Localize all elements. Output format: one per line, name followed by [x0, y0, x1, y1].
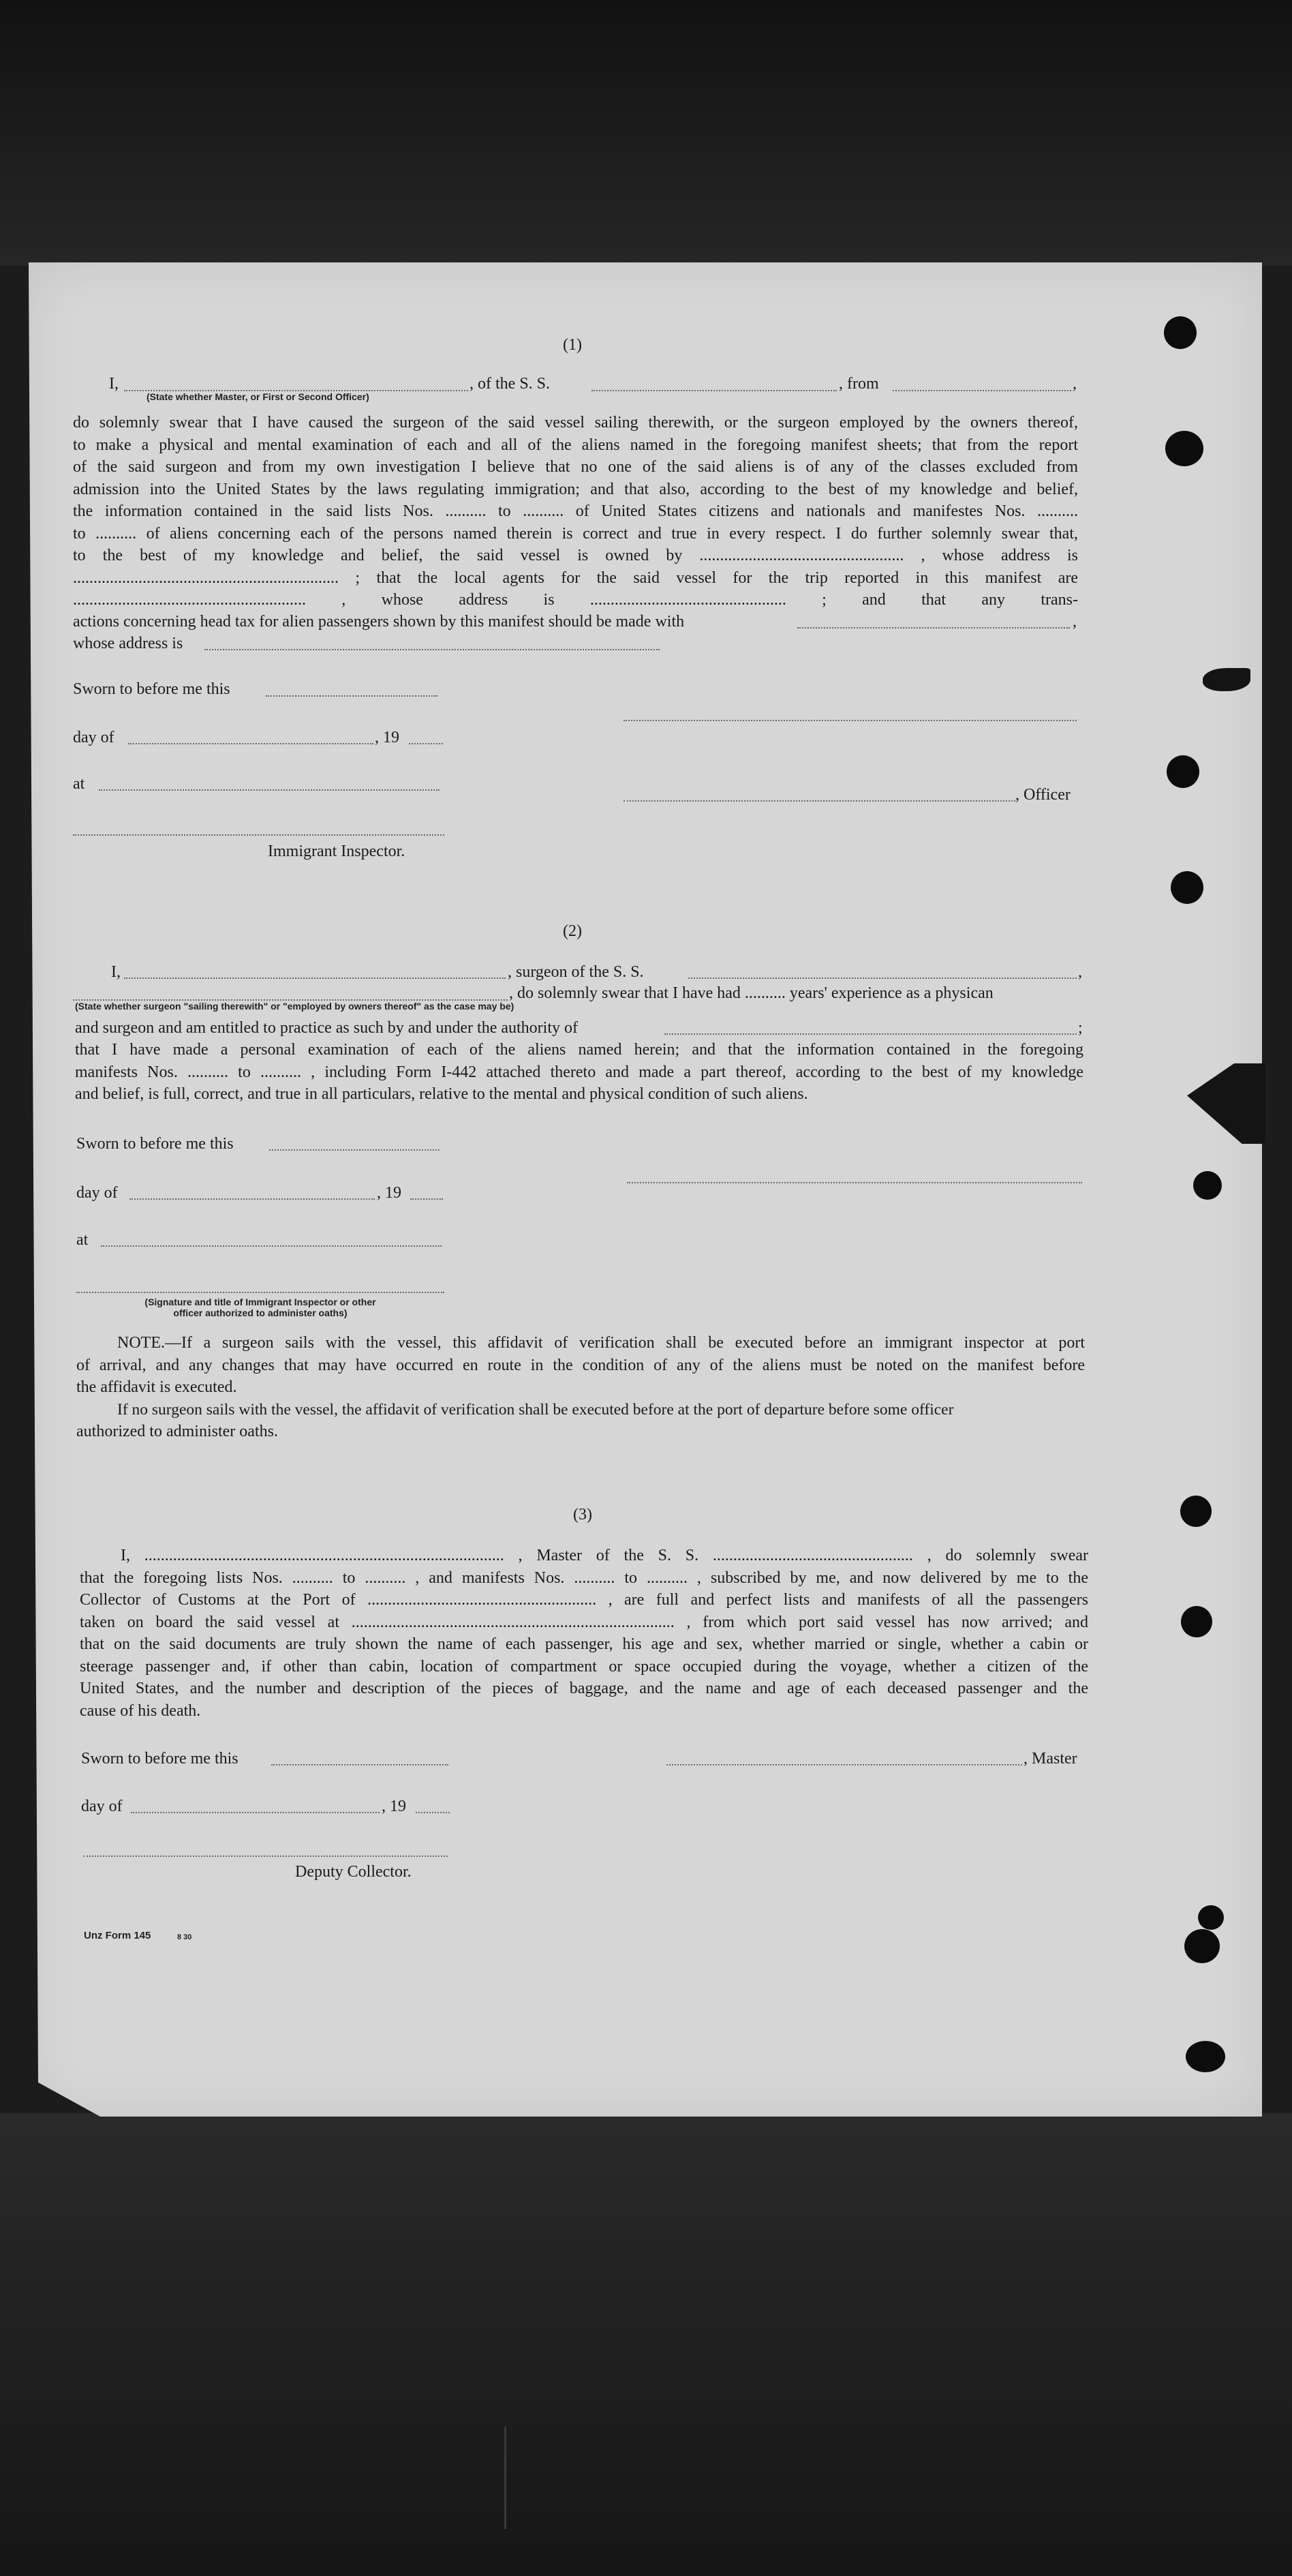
- year-line[interactable]: [416, 1812, 450, 1813]
- signature-note-line-1: (Signature and title of Immigrant Inspector or other: [144, 1297, 376, 1307]
- day-of-line[interactable]: [129, 1198, 375, 1200]
- sworn-date-line[interactable]: [269, 1149, 440, 1151]
- punch-hole: [1198, 1905, 1224, 1930]
- punch-hole: [1171, 871, 1203, 904]
- agent-address-line[interactable]: [204, 649, 660, 650]
- punch-hole: [1181, 1606, 1212, 1637]
- punch-hole: [1180, 1496, 1212, 1527]
- punch-hole: [1167, 755, 1199, 788]
- comma: ,: [1073, 375, 1077, 393]
- day-of-line[interactable]: [128, 743, 373, 744]
- section-3-number: (3): [573, 1506, 592, 1524]
- at-place-line[interactable]: [101, 1245, 442, 1247]
- collector-signature-line[interactable]: [83, 1855, 448, 1857]
- comma: ,: [1078, 963, 1082, 981]
- surgeon-vessel-line[interactable]: [688, 978, 1077, 979]
- punch-hole: [1165, 431, 1203, 466]
- surgeon-instruction-note: (State whether surgeon "sailing therewith" or "employed by owners thereof" as the case may be): [75, 1001, 514, 1012]
- from-port-line[interactable]: [893, 390, 1071, 391]
- year-label: , 19: [377, 1184, 401, 1202]
- section-1-number: (1): [563, 336, 582, 354]
- inspector-signature-line[interactable]: [73, 834, 444, 836]
- punch-hole: [1164, 316, 1197, 349]
- day-of-line[interactable]: [131, 1812, 380, 1813]
- authority-line[interactable]: [664, 1033, 1077, 1035]
- master-label: , Master: [1024, 1750, 1077, 1768]
- deputy-collector-label: Deputy Collector.: [295, 1863, 412, 1881]
- immigrant-inspector-label: Immigrant Inspector.: [268, 843, 405, 860]
- film-scratch: [504, 2427, 506, 2529]
- at-label: at: [73, 775, 85, 793]
- year-line[interactable]: [409, 743, 443, 744]
- day-of-label: day of: [73, 729, 114, 746]
- semicolon: ;: [1078, 1019, 1083, 1037]
- punch-hole: [1193, 1171, 1222, 1200]
- punch-hole: [1184, 1929, 1220, 1963]
- year-label: , 19: [382, 1798, 406, 1815]
- section-1-oath-text: do solemnly swear that I have caused the surgeon of the said vessel sailing therewith, or the surgeon employed by the owners thereof, to make a physical and mental examination of each and all of the aliens named in the foregoing manifest sheets; that from the report of the said surgeon and from my own investigation I believe that no one of the said aliens is of any of the classes excluded from admission into the United States by the laws regulating immigration; and that also, according to the best of my knowledge and belief, the information contained in the said lists Nos. .......... to .......... of United States citizens and nationals and manifestes Nos. .......... to .......... of aliens concerning each of the persons named therein is correct and true in every respect. I do further solemnly swear that, to the best of my knowledge and belief, the said vessel is owned by .................................................. , whose address is ................................................................. ; that the local agents for the said vessel for the trip reported in this manifest are ......................................................... , whose address is ................................................ ; and that any trans-: [73, 414, 1078, 609]
- surgeon-signature-line[interactable]: [627, 1182, 1082, 1183]
- note-line-4: If no surgeon sails with the vessel, the affidavit of verification shall be executed before at the port of departure before some officer: [117, 1401, 954, 1419]
- head-tax-agent-line[interactable]: [797, 627, 1070, 628]
- comma: ,: [1073, 613, 1077, 631]
- surgeon-i-label: I,: [111, 963, 121, 981]
- master-signature-line[interactable]: [666, 1764, 1022, 1766]
- sworn-label: Sworn to before me this: [81, 1750, 239, 1768]
- of-the-ss-label: , of the S. S.: [470, 375, 551, 393]
- inspector-signature-line[interactable]: [76, 1292, 444, 1293]
- note-text: NOTE.—If a surgeon sails with the vessel, this affidavit of verification shall be executed before an immigrant inspector at port of arrival, and any changes that may have occurred en route in the condition of any of the aliens must be noted on the manifest before: [76, 1334, 1085, 1374]
- day-of-label: day of: [81, 1798, 123, 1815]
- section-2-oath-text: that I have made a personal examination of each of the aliens named herein; and that the information contained in the foregoing manifests Nos. .......... to .......... , including Form I-442 attached thereto and made a part thereof, according to the best of my knowledge: [75, 1041, 1083, 1081]
- at-label: at: [76, 1231, 89, 1249]
- note-line-5: authorized to administer oaths.: [76, 1423, 278, 1440]
- officer-instruction-note: (State whether Master, or First or Second Officer): [147, 391, 369, 402]
- signature-note-line-2: officer authorized to administer oaths): [173, 1307, 348, 1318]
- at-place-line[interactable]: [99, 789, 440, 791]
- section-2-number: (2): [563, 922, 582, 940]
- microfilm-border-top: [0, 0, 1292, 266]
- sworn-label: Sworn to before me this: [73, 680, 230, 698]
- vessel-name-line[interactable]: [591, 390, 837, 391]
- sworn-label: Sworn to before me this: [76, 1135, 234, 1153]
- year-label: , 19: [375, 729, 399, 746]
- form-number: Unz Form 145: [84, 1930, 151, 1941]
- from-label: , from: [839, 375, 879, 393]
- officer-signature-line[interactable]: [624, 800, 1015, 802]
- head-tax-text: actions concerning head tax for alien passengers shown by this manifest should be made with: [73, 613, 685, 631]
- section-3-last-line: cause of his death.: [80, 1702, 201, 1720]
- surgeon-experience-text: , do solemnly swear that I have had .......... years' experience as a physican: [509, 984, 994, 1002]
- page-tear: [1203, 668, 1250, 691]
- sworn-date-line[interactable]: [271, 1764, 448, 1766]
- microfilm-border-bottom: [0, 2113, 1292, 2576]
- surgeon-of-label: , surgeon of the S. S.: [508, 963, 644, 981]
- officer-i-label: I,: [109, 375, 119, 393]
- punch-hole: [1186, 2041, 1225, 2072]
- form-code: 8 30: [177, 1933, 192, 1941]
- whose-address-label: whose address is: [73, 635, 183, 652]
- day-of-label: day of: [76, 1184, 118, 1202]
- surgeon-name-line[interactable]: [124, 978, 506, 979]
- authority-text: and surgeon and am entitled to practice as such by and under the authority of: [75, 1019, 578, 1037]
- section-3-oath-text: I, ........................................................................................ , Master of the S. S. ................................................. , do solemnly swear that the foregoing lists Nos. .......... to .......... , and manifests Nos. .......... to .......... , subscribed by me, and now delivered by me to the Collector of Customs at the Port of ........................................................ , are full and perfect lists and manifests of all the passengers taken on board the said vessel at ............................................................................... , from which port said vessel has now arrived; and that on the said documents are truly shown the name of each passenger, his age and sex, whether married or single, whether a cabin or steerage passenger and, if other than cabin, location of compartment or space occupied during the voyage, whether a citizen of the United States, and the number and description of the pieces of baggage, and the name and age of each deceased passenger and the: [80, 1547, 1088, 1697]
- signature-line[interactable]: [624, 720, 1077, 721]
- officer-label: , Officer: [1015, 786, 1071, 804]
- sworn-date-line[interactable]: [266, 695, 437, 697]
- year-line[interactable]: [410, 1198, 443, 1200]
- section-2-last-line: and belief, is full, correct, and true in all particulars, relative to the mental and physical condition of such aliens.: [75, 1085, 808, 1103]
- note-line-3: the affidavit is executed.: [76, 1378, 237, 1396]
